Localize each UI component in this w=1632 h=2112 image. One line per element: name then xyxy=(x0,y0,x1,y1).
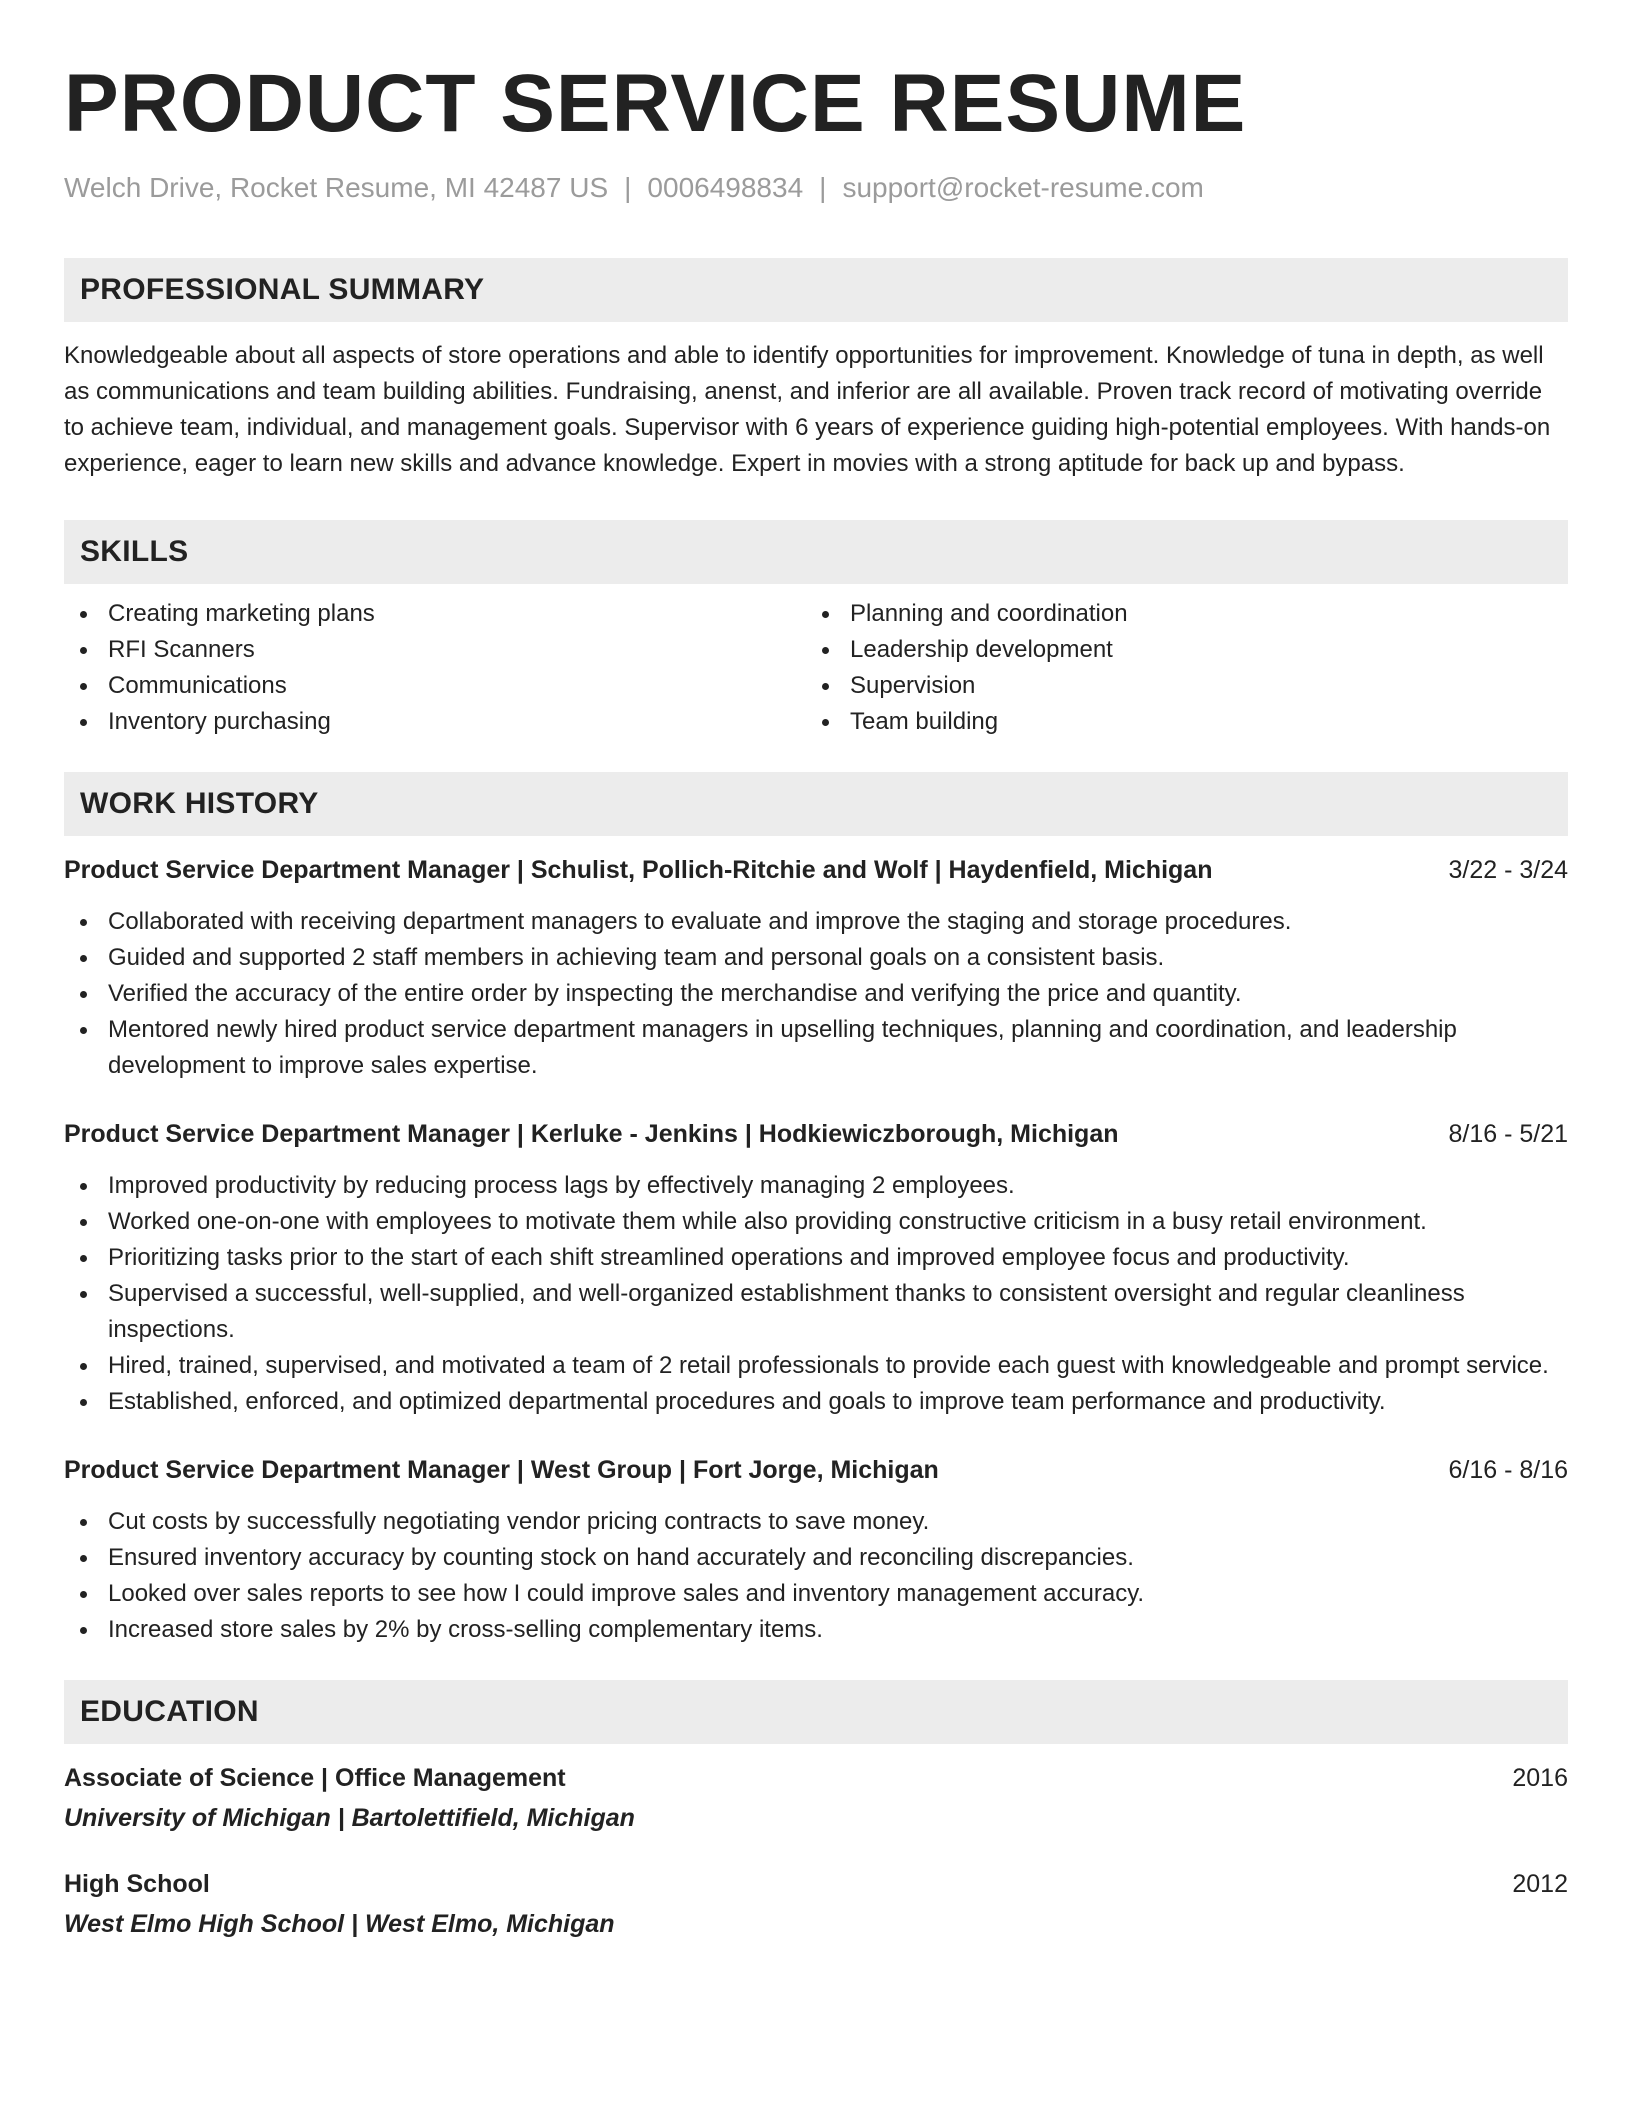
job-bullet: Hired, trained, supervised, and motivated a team of 2 retail professionals to provide each guest with knowledgeable and prompt service. xyxy=(64,1348,1568,1384)
contact-line xyxy=(64,170,1568,206)
job-bullet: Prioritizing tasks prior to the start of each shift streamlined operations and improved employee focus and productivity. xyxy=(64,1240,1568,1276)
job-bullet: Worked one-on-one with employees to motivate them while also providing constructive criticism in a busy retail environment. xyxy=(64,1204,1568,1240)
job-bullet: Guided and supported 2 staff members in achieving team and personal goals on a consistent basis. xyxy=(64,940,1568,976)
job-bullets xyxy=(64,904,1568,1084)
job-header xyxy=(64,852,1568,888)
contact-email: support@rocket-resume.com xyxy=(842,172,1204,203)
summary-heading: PROFESSIONAL SUMMARY xyxy=(64,258,1568,322)
job-bullets xyxy=(64,1504,1568,1648)
skill-item: Inventory purchasing xyxy=(64,704,806,740)
skill-item: RFI Scanners xyxy=(64,632,806,668)
skill-item: Supervision xyxy=(806,668,1548,704)
job-title: Product Service Department Manager | West Group | Fort Jorge, Michigan xyxy=(64,1456,939,1484)
job-entry xyxy=(64,852,1568,1084)
skill-item: Planning and coordination xyxy=(806,596,1548,632)
job-bullet: Ensured inventory accuracy by counting stock on hand accurately and reconciling discrepancies. xyxy=(64,1540,1568,1576)
education-heading: EDUCATION xyxy=(64,1680,1568,1744)
job-header xyxy=(64,1116,1568,1152)
work-history-heading: WORK HISTORY xyxy=(64,772,1568,836)
job-bullet: Increased store sales by 2% by cross-selling complementary items. xyxy=(64,1612,1568,1648)
job-title: Product Service Department Manager | Schulist, Pollich-Ritchie and Wolf | Haydenfield, Michigan xyxy=(64,856,1213,884)
job-bullet: Established, enforced, and optimized departmental procedures and goals to improve team performance and productivity. xyxy=(64,1384,1568,1420)
job-dates: 3/22 - 3/24 xyxy=(1448,856,1568,884)
resume-title: PRODUCT SERVICE RESUME xyxy=(64,58,1247,149)
job-bullet: Looked over sales reports to see how I could improve sales and inventory management accuracy. xyxy=(64,1576,1568,1612)
education-header xyxy=(64,1760,1568,1796)
skill-item: Team building xyxy=(806,704,1548,740)
job-entry xyxy=(64,1452,1568,1648)
contact-separator: | xyxy=(624,172,632,203)
education-school: West Elmo High School | West Elmo, Michigan xyxy=(64,1910,615,1938)
job-title: Product Service Department Manager | Kerluke - Jenkins | Hodkiewiczborough, Michigan xyxy=(64,1120,1119,1148)
education-school: University of Michigan | Bartolettifield, Michigan xyxy=(64,1804,635,1832)
education-degree: Associate of Science | Office Management xyxy=(64,1764,566,1792)
education-entry xyxy=(64,1760,1568,1836)
education-degree: High School xyxy=(64,1870,210,1898)
education-header xyxy=(64,1866,1568,1902)
job-dates: 6/16 - 8/16 xyxy=(1448,1456,1568,1484)
skills-column-left xyxy=(64,596,806,740)
job-bullet: Collaborated with receiving department managers to evaluate and improve the staging and storage procedures. xyxy=(64,904,1568,940)
skill-item: Communications xyxy=(64,668,806,704)
job-bullet: Mentored newly hired product service department managers in upselling techniques, planning and coordination, and leadership development to improve sales expertise. xyxy=(64,1012,1568,1084)
job-bullet: Improved productivity by reducing process lags by effectively managing 2 employees. xyxy=(64,1168,1568,1204)
contact-separator: | xyxy=(819,172,827,203)
contact-address: Welch Drive, Rocket Resume, MI 42487 US xyxy=(64,172,609,203)
skills-column-right xyxy=(806,596,1548,740)
job-header xyxy=(64,1452,1568,1488)
skill-item: Leadership development xyxy=(806,632,1548,668)
education-entry xyxy=(64,1866,1568,1942)
education-year: 2012 xyxy=(1512,1870,1568,1898)
summary-text: Knowledgeable about all aspects of store operations and able to identify opportunities for improvement. Knowledge of tuna in depth, as well as communications and team building abilities. Fundraising, anenst, and inferior are all available. Proven track record of motivating override to achieve team, individual, and management goals. Supervisor with 6 years of experience guiding high-potential employees. With hands-on experience, eager to learn new skills and advance knowledge. Expert in movies with a strong aptitude for back up and bypass. xyxy=(64,342,1551,477)
job-bullet: Cut costs by successfully negotiating vendor pricing contracts to save money. xyxy=(64,1504,1568,1540)
skills-grid xyxy=(64,596,1568,740)
job-dates: 8/16 - 5/21 xyxy=(1448,1120,1568,1148)
skill-item: Creating marketing plans xyxy=(64,596,806,632)
skills-heading: SKILLS xyxy=(64,520,1568,584)
job-bullets xyxy=(64,1168,1568,1420)
contact-phone: 0006498834 xyxy=(647,172,804,203)
job-bullet: Supervised a successful, well-supplied, and well-organized establishment thanks to consistent oversight and regular cleanliness inspections. xyxy=(64,1276,1568,1348)
education-year: 2016 xyxy=(1512,1764,1568,1792)
job-bullet: Verified the accuracy of the entire order by inspecting the merchandise and verifying the price and quantity. xyxy=(64,976,1568,1012)
job-entry xyxy=(64,1116,1568,1420)
